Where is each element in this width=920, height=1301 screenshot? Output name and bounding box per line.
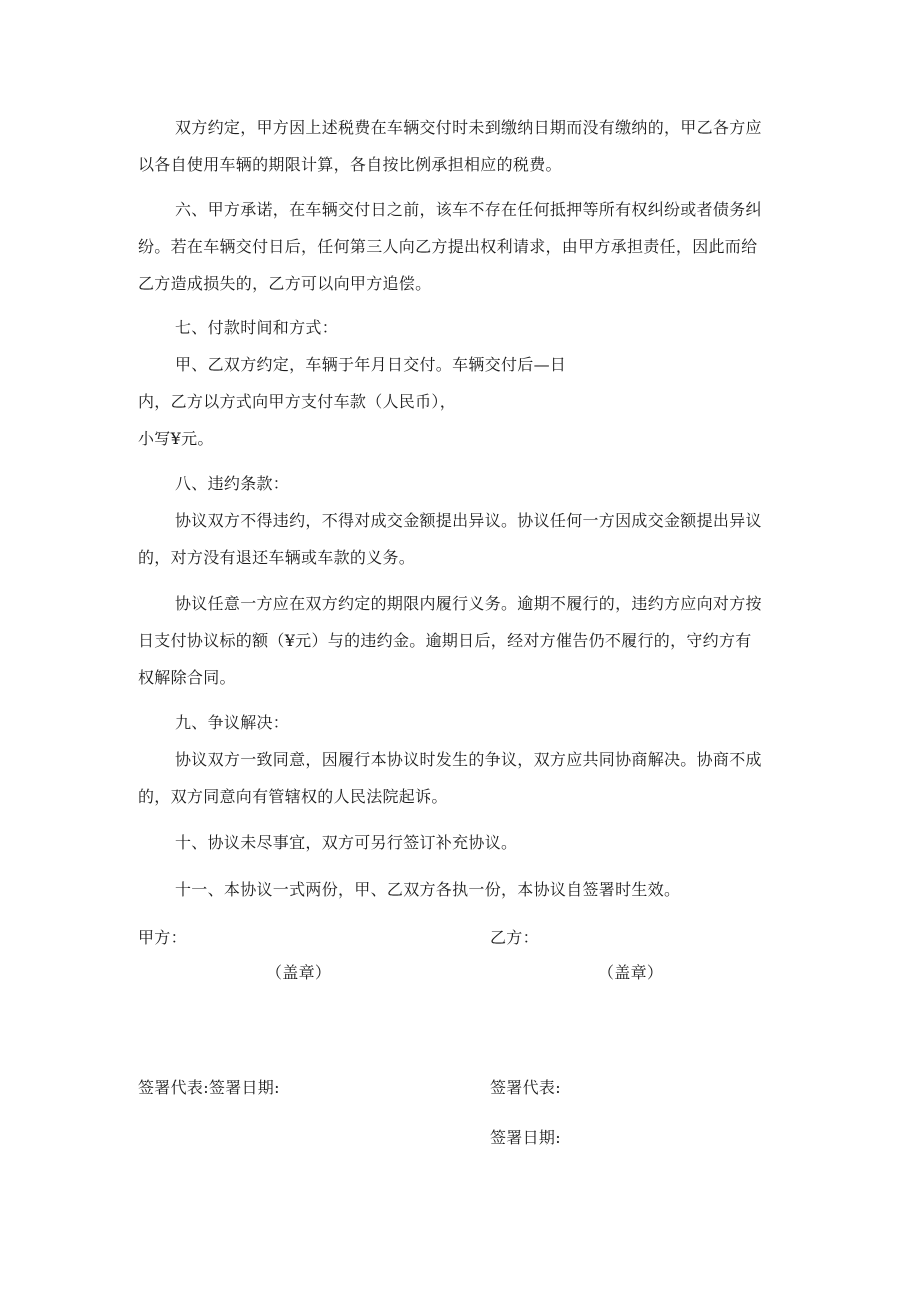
party-b-seal: （盖章）: [598, 963, 664, 982]
clause-11: 十一、本协议一式两份，甲、乙双方各执一份，本协议自签署时生效。: [175, 880, 681, 899]
party-b-label: 乙方：: [490, 928, 539, 947]
breach-line-1: 协议任意一方应在双方约定的期限内履行义务。逾期不履行的，违约方应向对方按: [175, 594, 762, 613]
clause-8-line-1: 协议双方不得违约，不得对成交金额提出异议。协议任何一方因成交金额提出异议: [175, 511, 762, 530]
clause-9-line-2: 的，双方同意向有管辖权的人民法院起诉。: [138, 787, 448, 806]
clause-6-line-1: 六、甲方承诺，在车辆交付日之前，该车不存在任何抵押等所有权纠纷或者债务纠: [175, 200, 762, 219]
party-a-seal: （盖章）: [266, 963, 332, 982]
breach-line-3: 权解除合同。: [138, 668, 236, 687]
clause-8-line-2: 的，对方没有退还车辆或车款的义务。: [138, 548, 416, 567]
party-a-representative: 签署代表:签署日期:: [138, 1078, 280, 1097]
clause-7-heading: 七、付款时间和方式：: [175, 318, 339, 337]
paragraph-tax-line-2: 以各自使用车辆的期限计算，各自按比例承担相应的税费。: [138, 155, 562, 174]
clause-9-line-1: 协议双方一致同意，因履行本协议时发生的争议，双方应共同协商解决。协商不成: [175, 750, 762, 769]
clause-10: 十、协议未尽事宜，双方可另行签订补充协议。: [175, 833, 518, 852]
clause-9-heading: 九、争议解决：: [175, 713, 290, 732]
clause-7-line-2: 内，乙方以方式向甲方支付车款（人民币），: [138, 392, 457, 411]
party-a-label: 甲方：: [138, 928, 187, 947]
party-b-representative: 签署代表:: [490, 1078, 561, 1097]
breach-line-2: 日支付协议标的额（¥元）与的违约金。逾期日后，经对方催告仍不履行的，守约方有: [138, 631, 752, 650]
clause-6-line-2: 纷。若在车辆交付日后，任何第三人向乙方提出权利请求，由甲方承担责任，因此而给: [138, 237, 758, 256]
clause-7-line-1: 甲、乙双方约定，车辆于年月日交付。车辆交付后—日: [175, 355, 567, 374]
paragraph-tax-line-1: 双方约定，甲方因上述税费在车辆交付时未到缴纳日期而没有缴纳的，甲乙各方应: [175, 118, 762, 137]
clause-6-line-3: 乙方造成损失的，乙方可以向甲方追偿。: [138, 274, 432, 293]
party-b-sign-date: 签署日期:: [490, 1128, 561, 1147]
clause-7-line-3: 小写¥元。: [138, 429, 214, 448]
clause-8-heading: 八、违约条款：: [175, 474, 290, 493]
